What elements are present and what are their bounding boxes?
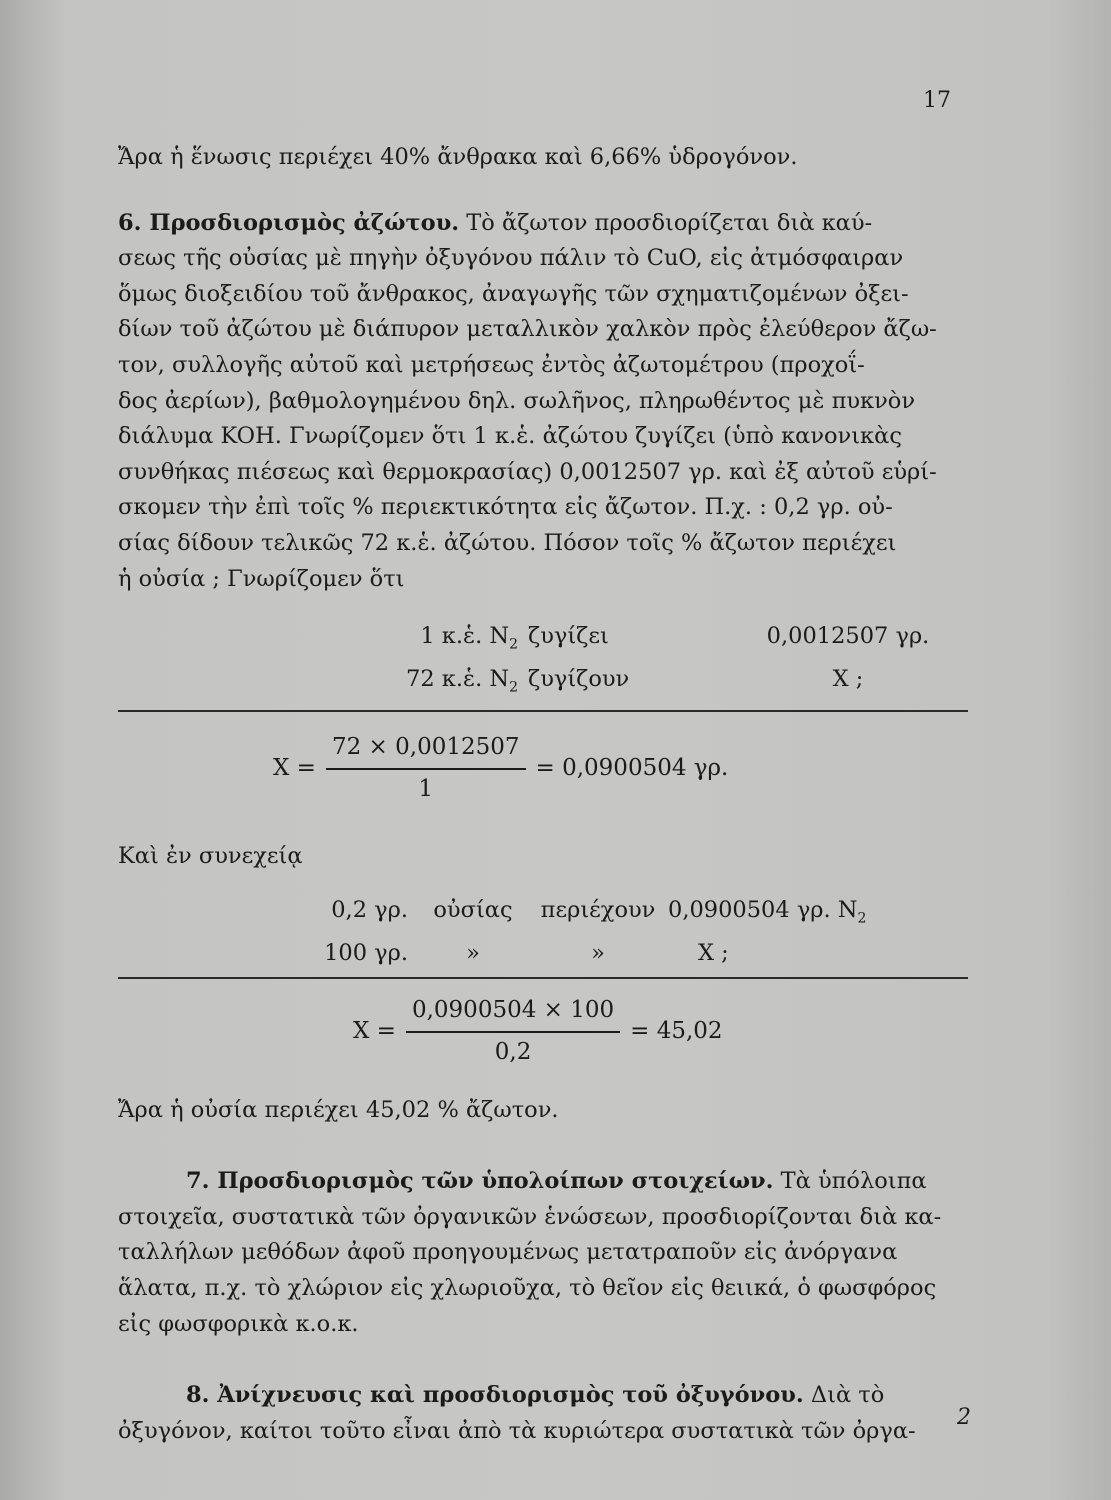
eq1-numerator: 72 × 0,0012507	[326, 730, 526, 770]
section-7-line-3: ταλλήλων μεθόδων ἀφοῦ προηγουμένως μετατραποῦν εἰς ἀνόργανα	[118, 1239, 898, 1266]
section-6-line-2: σεως τῆς οὐσίας μὲ πηγὴν ὀξυγόνου πάλιν τὸ CuO, εἰς ἀτμόσφαιραν	[118, 245, 904, 272]
page-body	[118, 140, 968, 1449]
eq2-rhs: = 45,02	[630, 1018, 723, 1045]
section-6-line-4: δίων τοῦ ἀζώτου μὲ διάπυρον μεταλλικὸν χαλκὸν πρὸς ἐλεύθερον ἄζω-	[118, 316, 937, 343]
section-7-line-5: εἰς φωσφορικὰ κ.ο.κ.	[118, 1310, 359, 1337]
section-7-line-4: ἅλατα, π.χ. τὸ χλώριον εἰς χλωριοῦχα, τὸ θεῖον εἰς θειικά, ὁ φωσφόρος	[118, 1274, 937, 1301]
section-6-line-9: σκομεν τὴν ἐπὶ τοῖς % περιεκτικότητα εἰς ἄζωτον. Π.χ. : 0,2 γρ. οὐ-	[118, 494, 893, 521]
section-6-paragraph	[118, 206, 968, 598]
section-6-line-1: Τὸ ἄζωτον προσδιορίζεται διὰ καύ-	[459, 209, 873, 236]
section-6-line-8: συνθήκας πιέσεως καὶ θερμοκρασίας) 0,0012507 γρ. καὶ ἐξ αὐτοῦ εὑρί-	[118, 458, 937, 485]
section-6-line-3: ὅμως διοξειδίου τοῦ ἄνθρακος, ἀναγωγῆς τῶν σχηματιζομένων ὀξει-	[118, 280, 909, 307]
section-6-line-11: ἡ οὐσία ; Γνωρίζομεν ὅτι	[118, 565, 405, 592]
section-6-line-10: σίας δίδουν τελικῶς 72 κ.ἑ. ἀζώτου. Πόσον τοῖς % ἄζωτον περιέχει	[118, 529, 897, 556]
section-6-line-5: τον, συλλογῆς αὐτοῦ καὶ μετρήσεως ἐντὸς ἀζωτομέτρου (προχοΐ-	[118, 351, 865, 378]
equation-1	[273, 730, 968, 807]
prop2-row1-d: 0,0900504 γρ. $N_2$	[668, 896, 867, 927]
section-8-paragraph	[118, 1378, 968, 1449]
eq2-fraction	[406, 993, 620, 1070]
prop1-row1-value: 0,0012507 γρ.	[766, 623, 930, 650]
section-7-line-1: Τὰ ὑπόλοιπα	[773, 1168, 927, 1195]
eq1-rhs: = 0,0900504 γρ.	[535, 754, 729, 781]
section-6-line-7: διάλυμα KOH. Γνωρίζομεν ὅτι 1 κ.ἑ. ἀζώτου ζυγίζει (ὑπὸ κανονικὰς	[118, 423, 902, 450]
section-8-line-2: ὀξυγόνον, καίτοι τοῦτο εἶναι ἀπὸ τὰ κυριώτερα συστατικὰ τῶν ὀργα-	[118, 1417, 916, 1444]
section-6-line-6: δος ἀερίων), βαθμολογημένου δηλ. σωλῆνος, πληρωθέντος μὲ πυκνὸν	[118, 387, 916, 414]
prop2-row1-b: οὐσίας	[433, 896, 513, 923]
prop1-row2-verb: ζυγίζουν	[528, 665, 630, 692]
section-6-heading: 6. Προσδιορισμὸς ἀζώτου.	[118, 209, 460, 236]
page-number: 17	[923, 88, 951, 113]
section-7-line-2: στοιχεῖα, συστατικὰ τῶν ὀργανικῶν ἑνώσεων, προσδιορίζονται διὰ κα-	[118, 1203, 942, 1230]
section-7-paragraph	[118, 1164, 968, 1342]
proportion-2	[248, 893, 968, 972]
conclusion-line: Ἄρα ἡ οὐσία περιέχει 45,02 % ἄζωτον.	[118, 1096, 559, 1123]
prop1-row2-value: X ;	[832, 665, 864, 692]
continue-line: Καὶ ἐν συνεχείᾳ	[118, 843, 303, 870]
prop2-row2-b: »	[466, 940, 480, 967]
prop1-row2-qty: 72 κ.ἑ. $N_2$	[406, 665, 518, 696]
prop1-row1-verb: ζυγίζει	[528, 623, 609, 650]
eq1-lhs: X =	[273, 754, 316, 781]
eq1-denominator: 1	[418, 775, 434, 802]
prop2-row1-c: περιέχουν	[540, 896, 656, 923]
signature-mark: 2	[957, 1405, 971, 1430]
eq2-lhs: X =	[353, 1018, 396, 1045]
divider-rule-2	[118, 977, 968, 979]
prop2-row2-a: 100 γρ.	[324, 940, 408, 967]
divider-rule-1	[118, 710, 968, 712]
proportion-1	[318, 619, 968, 704]
eq2-denominator: 0,2	[494, 1039, 532, 1065]
section-8-line-1: Διὰ τὸ	[803, 1382, 885, 1409]
prop2-row1-a: 0,2 γρ.	[331, 896, 408, 923]
prop2-row2-d: X ;	[698, 940, 729, 967]
prop1-row1-qty: 1 κ.ἑ. $N_2$	[420, 623, 518, 653]
intro-line: Ἄρα ἡ ἕνωσις περιέχει 40% ἄνθρακα καὶ 6,66% ὑδρογόνον.	[118, 144, 798, 170]
eq1-fraction	[326, 730, 526, 807]
equation-2	[353, 993, 968, 1070]
section-7-heading: 7. Προσδιορισμὸς τῶν ὑπολοίπων στοιχείων.	[186, 1168, 774, 1195]
prop2-row2-c: »	[591, 940, 605, 967]
eq2-numerator: 0,0900504 × 100	[406, 993, 620, 1033]
section-8-heading: 8. Ἀνίχνευσις καὶ προσδιορισμὸς τοῦ ὀξυγόνου.	[186, 1382, 804, 1409]
